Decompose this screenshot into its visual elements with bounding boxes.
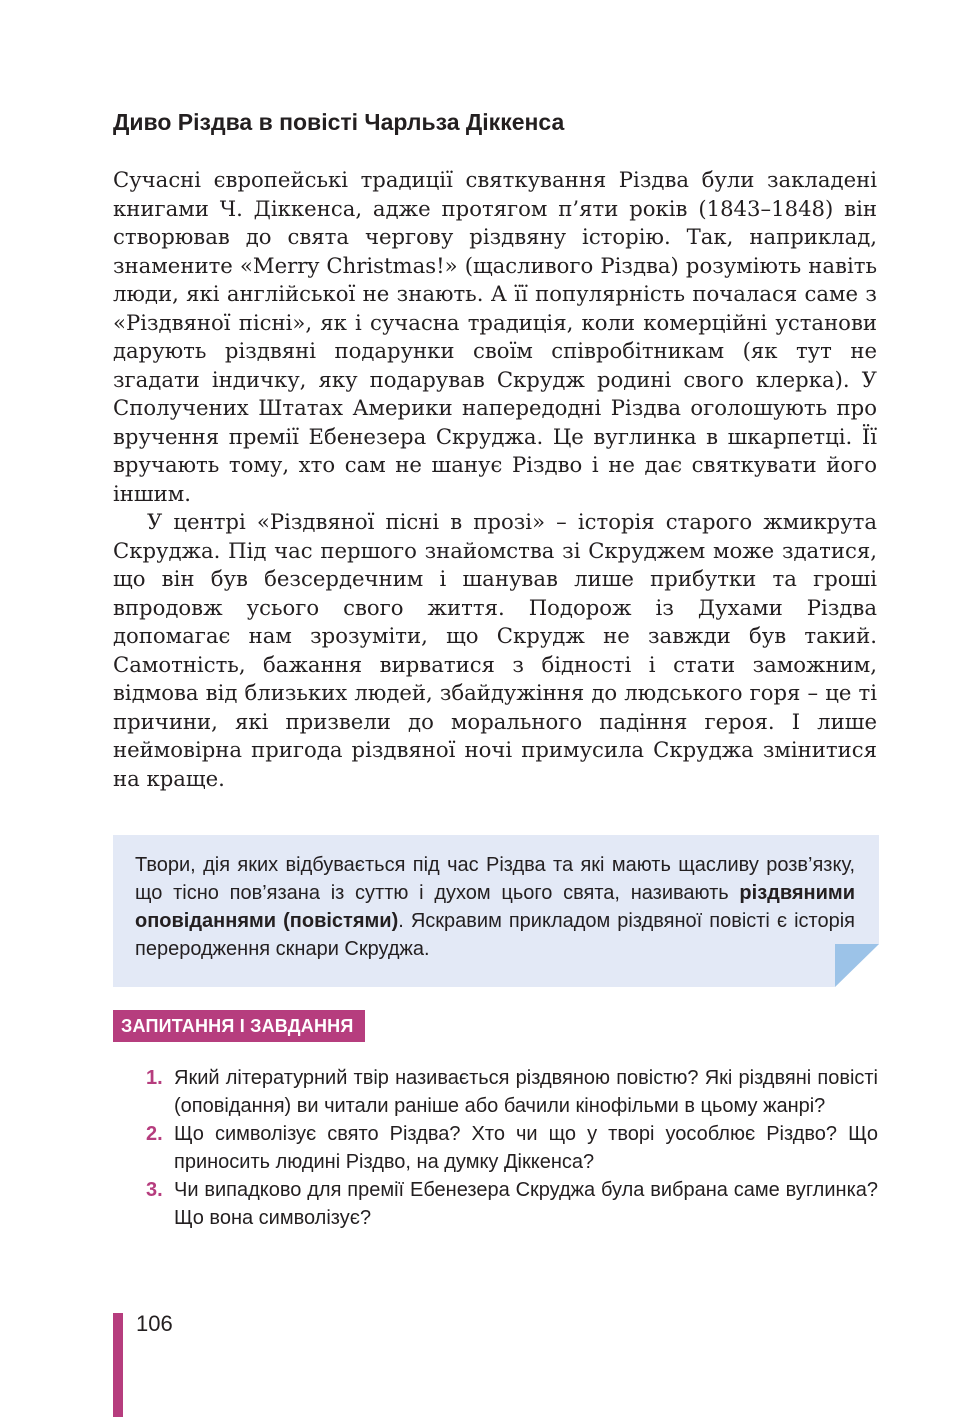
questions-header: ЗАПИТАННЯ І ЗАВДАННЯ [113,1010,365,1042]
list-item [146,1064,878,1120]
question-text: Який літературний твір називається різдвяною повістю? Які різдвяні повісті (оповідання) ви читали раніше або бачили кінофільми в цьому жанрі? [174,1067,878,1117]
definition-text-end: . Яскравим прикладом різдвяної повісті є історія переродження скнари Скруджа. [135,910,856,960]
question-number: 2. [146,1123,163,1145]
main-text [113,166,877,793]
question-number: 3. [146,1179,163,1201]
list-item [146,1176,878,1232]
question-number: 1. [146,1067,163,1089]
list-item [146,1120,878,1176]
page-margin-bar [113,1313,123,1417]
page-number: 106 [136,1311,173,1336]
questions-list [146,1064,878,1232]
paragraph: Сучасні європейські традиції святкування Різдва були закладені книгами Ч. Діккенса, адже протягом п’яти років (1843–1848) він створював до свята чергову різдвяну історію. Так, наприклад, знамените «Merry Christmas!» (щасливого Різдва) розуміють навіть люди, які англійської не знають. А її популярність почалася саме з «Різдвяної пісні», як і сучасна традиція, коли комерційні установи дарують різдвяні подарунки своїм співробітникам (як тут не згадати індичку, яку подарував Скрудж родині свого клерка). У Сполучених Штатах Америки напередодні Різдва оголошують про вручення премії Ебенезера Скруджа. Це вуглинка в шкарпетці. Її вручають тому, хто сам не шанує Різдво і не дає святкувати його іншим. [113,167,877,506]
question-text: Що символізує свято Різдва? Хто чи що у творі уособлює Різдво? Що приносить людині Різдво, на думку Діккенса? [174,1123,878,1173]
page-corner-fold-icon [835,944,879,987]
definition-text [135,851,855,963]
definition-box [113,835,879,987]
definition-term: різдвяними оповіданнями (повістями) [135,882,855,932]
section-title: Диво Різдва в повісті Чарльза Діккенса [113,109,565,135]
paragraph: У центрі «Різдвяної пісні в прозі» – історія старого жмикрута Скруджа. Під час першого знайомства зі Скруджем може здатися, що він був безсердечним і шанував лише прибутки та гроші впродовж усього свого життя. Подорож із Духами Різдва допомагає нам зрозуміти, що Скрудж не завжди був такий. Самотність, бажання вирватися з бідності і стати заможним, відмова від близьких людей, збайдужіння до людського горя – це ті причини, які призвели до морального падіння героя. І лише неймовірна пригода різдвяної ночі примусила Скруджа змінитися на краще. [113,509,877,791]
question-text: Чи випадково для премії Ебенезера Скруджа була вибрана саме вуглинка? Що вона символізує? [174,1179,878,1229]
definition-text-start: Твори, дія яких відбувається під час Різдва та які мають щасливу розв’язку, що тісно пов’язана із суттю і духом цього свята, називають [135,854,855,904]
